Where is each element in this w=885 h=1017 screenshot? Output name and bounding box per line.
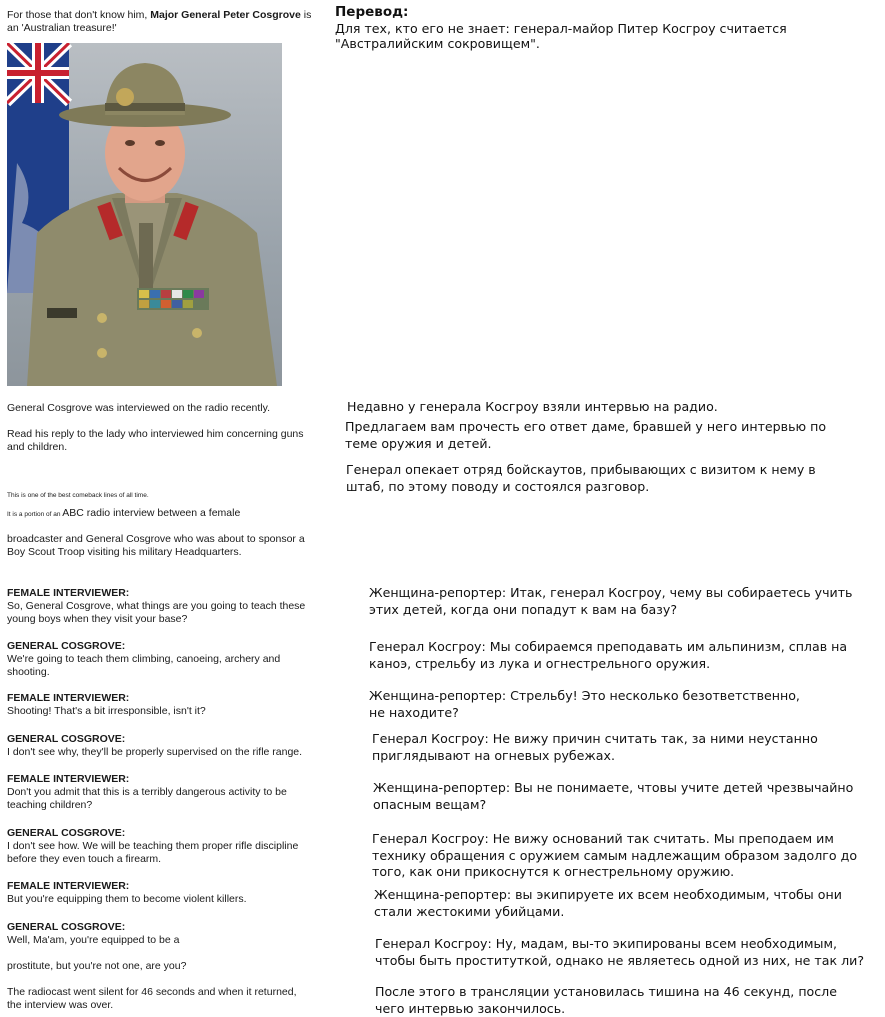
- ru-d8-line2: чтобы быть проституткой, однако не являетесь одной из них, не так ли?: [375, 952, 865, 968]
- ru-dialogue-7: [374, 887, 842, 920]
- ru-d4-line2: приглядывают на огневых рубежах.: [372, 747, 615, 763]
- en-speaker-1: FEMALE INTERVIEWER:: [7, 587, 130, 599]
- ru-p2-line1: Предлагаем вам прочесть его ответ даме, бравшей у него интервью по: [345, 419, 827, 434]
- en-dialogue-6: [7, 827, 298, 866]
- ru-d6-line2: технику обращения с оружием самым надлежащим образом задолго до: [372, 847, 858, 863]
- intro-mid: is: [300, 9, 312, 21]
- intro-prefix: For those that don't know him,: [7, 9, 151, 21]
- en-d2-line1: We're going to teach them climbing, canoeing, archery and: [7, 653, 281, 665]
- ru-d5-line1: Женщина-репортер: Вы не понимаете, чтовы учите детей чрезвычайно: [373, 780, 854, 795]
- en-p4-big: ABC radio interview between a female: [62, 507, 241, 519]
- en-p5-line2: Boy Scout Troop visiting his military Headquarters.: [7, 546, 242, 558]
- ru-d6-line3: того, как они прикоснутся к огнестрельному оружию.: [372, 864, 735, 879]
- en-d3-line1: Shooting! That's a bit irresponsible, isn't it?: [7, 705, 206, 717]
- intro-text: [7, 9, 332, 35]
- translation-line1: Для тех, кто его не знает: генерал-майор Питер Косгроу считается: [335, 20, 787, 36]
- en-d1-line2: young boys when they visit your base?: [7, 613, 188, 625]
- en-dialogue-8: [7, 921, 180, 947]
- en-speaker-4: GENERAL COSGROVE:: [7, 733, 126, 745]
- en-speaker-2: GENERAL COSGROVE:: [7, 640, 126, 652]
- ru-d2-line2: каноэ, стрельбу из лука и огнестрельного оружия.: [369, 655, 711, 671]
- translation-block: [335, 5, 787, 52]
- ru-dialogue-2: [369, 639, 847, 672]
- en-ending-line1: The radiocast went silent for 46 seconds and when it returned,: [7, 986, 297, 998]
- en-dialogue-7: [7, 880, 247, 906]
- en-d5-line2: teaching children?: [7, 799, 93, 811]
- ru-dialogue-4: [372, 731, 818, 764]
- en-speaker-5: FEMALE INTERVIEWER:: [7, 773, 130, 785]
- translation-line2: "Австралийским сокровищем".: [335, 36, 540, 51]
- en-d6-line1: I don't see how. We will be teaching them proper rifle discipline: [7, 840, 299, 852]
- ru-dialogue-5: [373, 780, 853, 813]
- en-speaker-3: FEMALE INTERVIEWER:: [7, 692, 130, 704]
- ru-d2-line1: Генерал Косгроу: Мы собираемся преподавать им альпинизм, сплав на: [369, 639, 848, 654]
- en-p4: [7, 507, 240, 521]
- en-d7-line1: But you're equipping them to become violent killers.: [7, 893, 247, 905]
- ru-ending: [375, 984, 837, 1017]
- en-d8-line2: prostitute, but you're not one, are you?: [7, 960, 187, 972]
- ru-p2: [345, 419, 826, 452]
- ru-ending-line1: После этого в трансляции установилась тишина на 46 секунд, после: [375, 984, 837, 999]
- intro-name: Major General Peter Cosgrove: [150, 9, 301, 21]
- ru-dialogue-1: [369, 585, 852, 618]
- en-d8-line1: Well, Ma'am, you're equipped to be a: [7, 934, 180, 946]
- general-portrait-photo: [7, 43, 282, 386]
- en-dialogue-1: [7, 587, 305, 626]
- en-p2: [7, 428, 304, 454]
- translation-heading: Перевод:: [335, 4, 409, 20]
- ru-d3-line2: не находите?: [369, 704, 459, 720]
- en-dialogue-5: [7, 773, 287, 812]
- en-ending: [7, 986, 297, 1012]
- en-ending-line2: the interview was over.: [7, 999, 114, 1011]
- en-p3: This is one of the best comeback lines of all time.: [7, 492, 149, 499]
- en-dialogue-4: [7, 733, 302, 759]
- ru-dialogue-8: [375, 936, 864, 969]
- en-d1-line1: So, General Cosgrove, what things are you going to teach these: [7, 600, 306, 612]
- en-p1: General Cosgrove was interviewed on the radio recently.: [7, 402, 271, 414]
- en-p5: [7, 533, 305, 559]
- ru-ending-line2: чего интервью закончилось.: [375, 1000, 566, 1016]
- ru-p3-line1: Генерал опекает отряд бойскаутов, прибывающих с визитом к нему в: [346, 462, 816, 477]
- ru-p3: [346, 462, 816, 495]
- en-d6-line2: before they even touch a firearm.: [7, 853, 162, 865]
- en-p5-line1: broadcaster and General Cosgrove who was about to sponsor a: [7, 533, 305, 545]
- ru-p3-line2: штаб, по этому поводу и состоялся разговор.: [346, 478, 650, 494]
- portrait-illustration: [7, 43, 282, 386]
- en-dialogue-2: [7, 640, 280, 679]
- ru-p2-line2: теме оружия и детей.: [345, 435, 492, 451]
- en-p2-line2: and children.: [7, 441, 68, 453]
- en-speaker-8: GENERAL COSGROVE:: [7, 921, 126, 933]
- en-d5-line1: Don't you admit that this is a terribly dangerous activity to be: [7, 786, 287, 798]
- ru-d7-line1: Женщина-репортер: вы экипируете их всем необходимым, чтобы они: [374, 887, 842, 902]
- ru-dialogue-3: [369, 688, 800, 721]
- ru-d5-line2: опасным вещам?: [373, 796, 487, 812]
- en-d2-line2: shooting.: [7, 666, 50, 678]
- ru-p1: Недавно у генерала Косгроу взяли интервью на радио.: [347, 399, 718, 414]
- ru-d6-line1: Генерал Косгроу: Не вижу оснований так считать. Мы преподаем им: [372, 831, 834, 846]
- en-p2-line1: Read his reply to the lady who interviewed him concerning guns: [7, 428, 304, 440]
- ru-d8-line1: Генерал Косгроу: Ну, мадам, вы-то экипированы всем необходимым,: [375, 936, 837, 951]
- en-dialogue-3: [7, 692, 206, 718]
- en-p4-small: It is a portion of an: [7, 511, 63, 518]
- ru-d3-line1: Женщина-репортер: Стрельбу! Это несколько безответственно,: [369, 688, 800, 703]
- en-speaker-6: GENERAL COSGROVE:: [7, 827, 126, 839]
- en-speaker-7: FEMALE INTERVIEWER:: [7, 880, 130, 892]
- intro-line2: an 'Australian treasure!': [7, 22, 117, 34]
- en-d4-line1: I don't see why, they'll be properly supervised on the rifle range.: [7, 746, 303, 758]
- ru-d1-line2: этих детей, когда они попадут к вам на базу?: [369, 601, 678, 617]
- ru-d4-line1: Генерал Косгроу: Не вижу причин считать так, за ними неустанно: [372, 731, 818, 746]
- ru-d1-line1: Женщина-репортер: Итак, генерал Косгроу, чему вы собираетесь учить: [369, 585, 853, 600]
- ru-dialogue-6: [372, 831, 857, 881]
- ru-d7-line2: стали жестокими убийцами.: [374, 903, 565, 919]
